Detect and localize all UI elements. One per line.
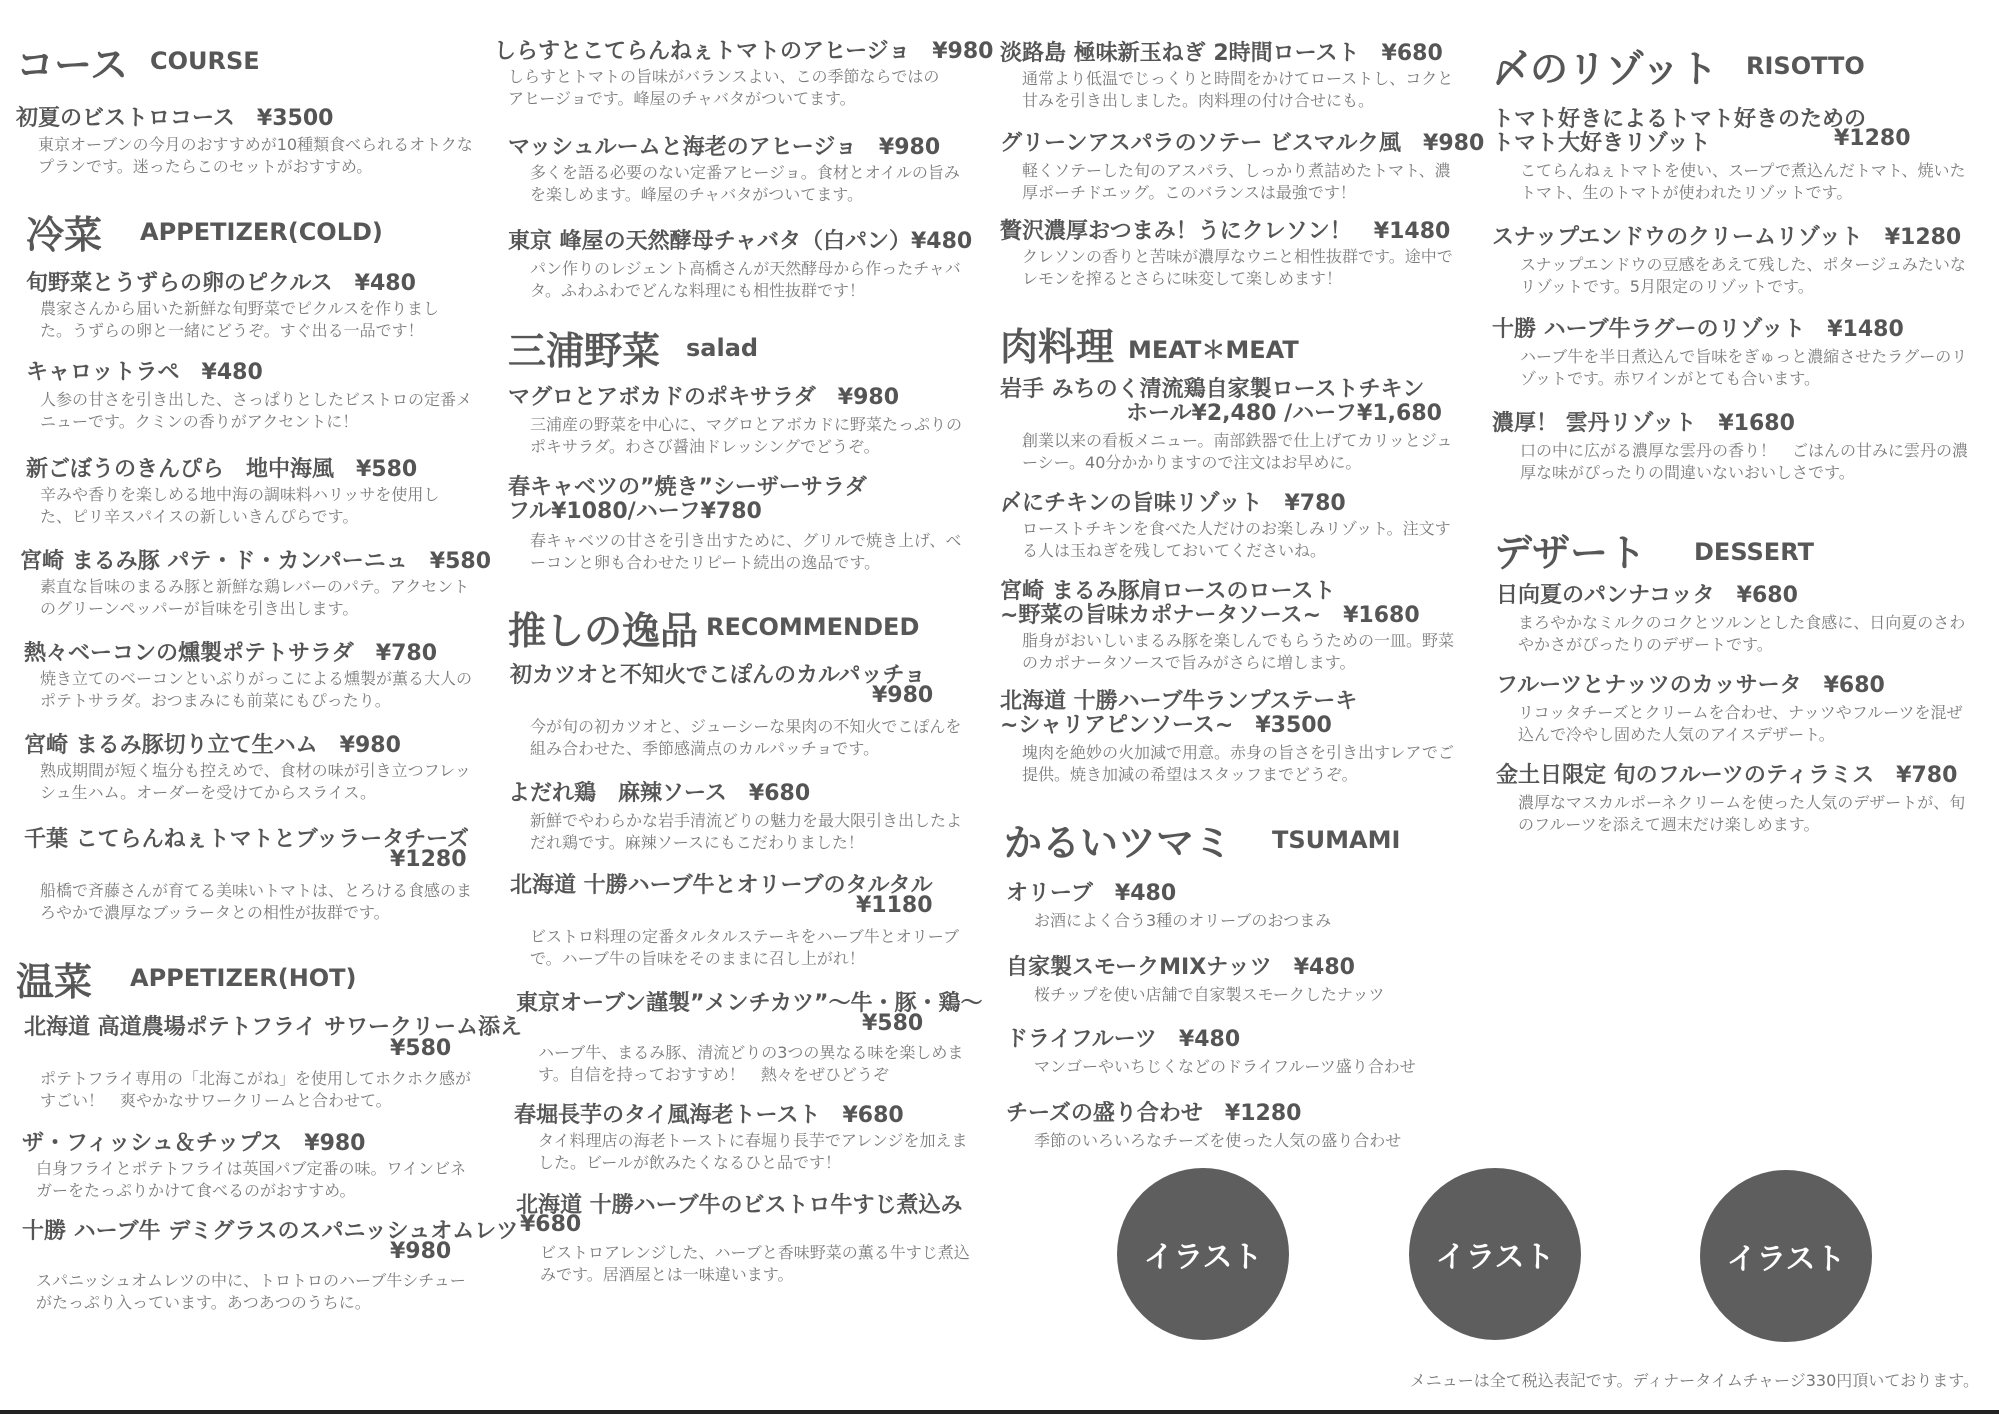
menu-item-desc: 脂身がおいしいまるみ豚を楽しんでもらうための一皿。野菜のカポナータソースで旨みがさらに増します。	[1022, 631, 1455, 672]
menu-item-desc: 口の中に広がる濃厚な雲丹の香り！ ごはんの甘みに雲丹の濃厚な味がぴったりの間違いないおいしさです。	[1520, 441, 1969, 482]
menu-item-name: 熱々ベーコンの燻製ポテトサラダ ¥780	[24, 641, 438, 666]
menu-item-price: ¥1280	[1834, 126, 1911, 151]
menu-item-name: 十勝 ハーブ牛 デミグラスのスパニッシュオムレツ	[22, 1219, 519, 1244]
menu-item-name: 初カツオと不知火でこぽんのカルパッチョ	[510, 663, 926, 688]
menu-item-desc: 通常より低温でじっくりと時間をかけてローストし、コクと甘みを引き出しました。肉料理の付け合せにも。	[1022, 69, 1454, 110]
menu-item-name: 北海道 十勝ハーブ牛とオリーブのタルタル	[510, 873, 933, 898]
menu-item-desc: パン作りのレジェント高橋さんが天然酵母から作ったチャバタ。ふわふわでどんな料理にも相性抜群です！	[530, 259, 961, 300]
section-title-appetizer-hot: 温菜	[16, 960, 93, 1004]
menu-item-desc: リコッタチーズとクリームを合わせ、ナッツやフルーツを混ぜ込んで冷やし固めた人気のアイスデザート。	[1518, 703, 1963, 744]
menu-item-name: 金土日限定 旬のフルーツのティラミス ¥780	[1496, 763, 1958, 788]
illustration-placeholder-2: イラスト	[1409, 1168, 1581, 1340]
menu-item-desc: 新鮮でやわらかな岩手清流どりの魅力を最大限引き出したよだれ鶏です。麻辣ソースにもこだわりました！	[530, 811, 963, 852]
menu-item-desc: 熟成期間が短く塩分も控えめで、食材の味が引き立つフレッシュ生ハム。オーダーを受けてからスライス。	[40, 761, 471, 802]
section-subtitle-meat: MEAT＊MEAT	[1128, 336, 1299, 364]
menu-item-name: 北海道 十勝ハーブ牛ランプステーキ	[1000, 689, 1358, 714]
menu-item-desc: 船橋で斉藤さんが育てる美味いトマトは、とろける食感のまろやかで濃厚なブッラータとの相性が抜群です。	[40, 881, 473, 922]
menu-item-name: チーズの盛り合わせ ¥1280	[1006, 1101, 1302, 1126]
menu-item-name: 新ごぼうのきんぴら 地中海風 ¥580	[26, 457, 418, 482]
menu-item-name: 岩手 みちのく清流鶏自家製ローストチキン	[1000, 377, 1425, 402]
menu-item-desc: 塊肉を絶妙の火加減で用意。赤身の旨さを引き出すレアでご提供。焼き加減の希望はスタッフまでどうぞ。	[1022, 743, 1454, 784]
section-title-risotto: 〆のリゾット	[1492, 47, 1718, 91]
menu-item-price: ~野菜の旨味カポナータソース~ ¥1680	[1000, 603, 1420, 628]
section-title-course: コース	[16, 43, 129, 87]
section-subtitle-appetizer-cold: APPETIZER(COLD)	[140, 218, 383, 246]
menu-item-desc: ハーブ牛、まるみ豚、清流どりの3つの異なる味を楽しめます。自信を持っておすすめ！ 熱々をぜひどうぞ	[538, 1043, 964, 1084]
menu-item-name: 〆にチキンの旨味リゾット ¥780	[1000, 491, 1346, 516]
menu-item-desc: 東京オーブンの今月のおすすめが10種類食べられるオトクなプランです。迷ったらこのセットがおすすめ。	[38, 135, 473, 176]
menu-item-name: 春堀長芋のタイ風海老トースト ¥680	[514, 1103, 904, 1128]
menu-item-desc: 素直な旨味のまるみ豚と新鮮な鶏レバーのパテ。アクセントのグリーンペッパーが旨味を引き出します。	[40, 577, 470, 618]
menu-item-name: 贅沢濃厚おつまみ！うにクレソン！ ¥1480	[1000, 219, 1451, 244]
menu-item-price: ¥980	[872, 683, 934, 708]
menu-item-desc: 濃厚なマスカルポーネクリームを使った人気のデザートが、旬のフルーツを添えて週末だけ楽しめます。	[1518, 793, 1966, 834]
menu-item-name: 十勝 ハーブ牛ラグーのリゾット ¥1480	[1492, 317, 1904, 342]
menu-item-desc: 今が旬の初カツオと、ジューシーな果肉の不知火でこぽんを組み合わせた、季節感満点のカルパッチョです。	[530, 717, 962, 758]
menu-item-desc: ビストロ料理の定番タルタルステーキをハーブ牛とオリーブで。ハーブ牛の旨味をそのままに召し上がれ！	[530, 927, 959, 968]
section-subtitle-appetizer-hot: APPETIZER(HOT)	[130, 964, 357, 992]
menu-item-desc: 多くを語る必要のない定番アヒージョ。食材とオイルの旨みを楽しめます。峰屋のチャバタがついてます。	[530, 163, 960, 204]
menu-item-name: 初夏のビストロコース ¥3500	[16, 106, 334, 131]
section-subtitle-dessert: DESSERT	[1694, 538, 1814, 566]
menu-item-name: 旬野菜とうずらの卵のピクルス ¥480	[26, 271, 416, 296]
menu-item-name: 東京 峰屋の天然酵母チャバタ（白パン）¥480	[508, 229, 973, 254]
menu-item-name: 春キャベツの”焼き”シーザーサラダ	[508, 475, 867, 500]
menu-item-desc: クレソンの香りと苦味が濃厚なウニと相性抜群です。途中でレモンを搾るとさらに味変して楽しめます！	[1022, 247, 1453, 288]
menu-item-desc: ポテトフライ専用の「北海こがね」を使用してホクホク感がすごい！ 爽やかなサワークリームと合わせて。	[40, 1069, 472, 1110]
menu-item-name: 宮崎 まるみ豚切り立て生ハム ¥980	[24, 733, 401, 758]
menu-item-desc: 白身フライとポテトフライは英国パブ定番の味。ワインビネガーをたっぷりかけて食べるのがおすすめ。	[36, 1159, 467, 1200]
menu-item-name: 宮崎 まるみ豚 パテ・ド・カンパーニュ ¥580	[20, 549, 492, 574]
menu-item-desc: スパニッシュオムレツの中に、トロトロのハーブ牛シチューがたっぷり入っています。あつあつのうちに。	[36, 1271, 466, 1312]
bottom-divider	[0, 1410, 1999, 1414]
menu-item-name: 宮崎 まるみ豚肩ロースのロースト	[1000, 579, 1336, 604]
section-title-dessert: デザート	[1494, 531, 1647, 575]
menu-item-name: フルーツとナッツのカッサータ ¥680	[1496, 673, 1885, 698]
menu-item-price: ~シャリアピンソース~ ¥3500	[1000, 713, 1332, 738]
menu-item-price: ¥580	[390, 1036, 452, 1061]
menu-item-desc: 軽くソテーした旬のアスパラ、しっかり煮詰めたトマト、濃厚ポーチドエッグ。このバランスは最強です！	[1022, 161, 1451, 202]
menu-item-desc: まろやかなミルクのコクとツルンとした食感に、日向夏のさわやかさがぴったりのデザートです。	[1518, 613, 1966, 654]
illustration-placeholder-3: イラスト	[1700, 1170, 1872, 1342]
menu-item-name: 濃厚！ 雲丹リゾット ¥1680	[1492, 411, 1795, 436]
menu-item-name: 東京オーブン謹製”メンチカツ”〜牛・豚・鶏〜	[516, 991, 983, 1016]
menu-item-name: マッシュルームと海老のアヒージョ ¥980	[508, 135, 941, 160]
menu-item-desc: こてらんねぇトマトを使い、スープで煮込んだトマト、焼いたトマト、生のトマトが使われたリゾットです。	[1520, 161, 1966, 202]
menu-item-name: よだれ鶏 麻辣ソース ¥680	[508, 781, 811, 806]
menu-item-price: ¥980	[390, 1239, 452, 1264]
menu-item-price: フル¥1080/ハーフ¥780	[508, 499, 762, 524]
menu-item-name: 千葉 こてらんねぇトマトとブッラータチーズ	[24, 827, 470, 852]
menu-item-name: しらすとこてらんねぇトマトのアヒージョ ¥980	[494, 39, 994, 64]
menu-item-price: ホール¥2,480 /ハーフ¥1,680	[1126, 401, 1442, 426]
section-subtitle-tsumami: TSUMAMI	[1272, 826, 1401, 854]
menu-item-price: ¥1280	[390, 847, 467, 872]
menu-item-name-line2: トマト大好きリゾット	[1492, 131, 1711, 156]
menu-item-desc: 焼き立てのベーコンといぶりがっこによる燻製が薫る大人のポテトサラダ。おつまみにも前菜にもぴったり。	[40, 669, 473, 710]
menu-item-name: キャロットラペ ¥480	[26, 360, 263, 385]
section-title-appetizer-cold: 冷菜	[26, 213, 103, 257]
menu-item-desc: 季節のいろいろなチーズを使った人気の盛り合わせ	[1034, 1131, 1402, 1150]
section-title-meat: 肉料理	[1000, 325, 1115, 369]
menu-item-desc: スナップエンドウの豆感をあえて残した、ポタージュみたいなリゾットです。5月限定のリゾットです。	[1520, 255, 1966, 296]
menu-item-desc: ローストチキンを食べた人だけのお楽しみリゾット。注文する人は玉ねぎを残しておいてくださいね。	[1022, 519, 1451, 560]
menu-item-name: 北海道 高道農場ポテトフライ サワークリーム添え	[24, 1015, 522, 1040]
menu-item-name: スナップエンドウのクリームリゾット ¥1280	[1492, 225, 1962, 250]
menu-item-name: 日向夏のパンナコッタ ¥680	[1496, 583, 1798, 608]
menu-item-desc: 春キャベツの甘さを引き出すために、グリルで焼き上げ、ベーコンと卵も合わせたリピート続出の逸品です。	[530, 531, 962, 572]
section-subtitle-recommended: RECOMMENDED	[706, 613, 920, 641]
menu-item-desc: 人参の甘さを引き出した、さっぱりとしたビストロの定番メニューです。クミンの香りがアクセントに！	[40, 390, 473, 431]
menu-item-name: ザ・フィッシュ＆チップス ¥980	[22, 1131, 366, 1156]
menu-item-desc: しらすとトマトの旨味がバランスよい、この季節ならではのアヒージョです。峰屋のチャバタがついてます。	[508, 67, 940, 108]
section-title-salad: 三浦野菜	[508, 329, 661, 373]
menu-item-price: ¥1180	[856, 893, 933, 918]
menu-item-price: ¥680	[520, 1212, 582, 1237]
menu-item-desc: 農家さんから届いた新鮮な旬野菜でピクルスを作りました。うずらの卵と一緒にどうぞ。すぐ出る一品です！	[40, 299, 440, 340]
menu-item-name: オリーブ ¥480	[1006, 881, 1177, 906]
menu-item-desc: マンゴーやいちじくなどのドライフルーツ盛り合わせ	[1034, 1057, 1416, 1076]
menu-item-name: 北海道 十勝ハーブ牛のビストロ牛すじ煮込み	[516, 1193, 963, 1218]
menu-item-desc: ビストロアレンジした、ハーブと香味野菜の薫る牛すじ煮込みです。居酒屋とは一味違います。	[540, 1243, 970, 1284]
menu-item-desc: 創業以来の看板メニュー。南部鉄器で仕上げてカリッとジューシー。40分かかりますので注文はお早めに。	[1022, 431, 1453, 472]
illustration-placeholder-1: イラスト	[1117, 1168, 1289, 1340]
tax-footnote: メニューは全て税込表記です。ディナータイムチャージ330円頂いております。	[1409, 1371, 1979, 1390]
section-subtitle-course: COURSE	[150, 47, 260, 75]
menu-item-desc: お酒によく合う3種のオリーブのおつまみ	[1034, 911, 1332, 930]
menu-item-desc: タイ料理店の海老トーストに春堀り長芋でアレンジを加えました。ビールが飲みたくなるひと品です！	[538, 1131, 968, 1172]
menu-item-name: トマト好きによるトマト好きのための	[1492, 107, 1867, 132]
section-title-recommended: 推しの逸品	[508, 609, 699, 653]
menu-item-name: 淡路島 極味新玉ねぎ 2時間ロースト ¥680	[1000, 41, 1443, 66]
menu-item-name: ドライフルーツ ¥480	[1006, 1027, 1241, 1052]
menu-item-price: ¥580	[862, 1011, 924, 1036]
menu-item-desc: 辛みや香りを楽しめる地中海の調味料ハリッサを使用した、ピリ辛スパイスの新しいきんぴらです。	[40, 485, 440, 526]
section-subtitle-risotto: RISOTTO	[1746, 52, 1865, 80]
menu-item-desc: 三浦産の野菜を中心に、マグロとアボカドに野菜たっぷりのポキサラダ。わさび醤油ドレッシングでどうぞ。	[530, 415, 963, 456]
menu-item-name: グリーンアスパラのソテー ビスマルク風 ¥980	[1000, 131, 1485, 156]
section-subtitle-salad: salad	[686, 334, 759, 362]
section-title-tsumami: かるいツマミ	[1004, 821, 1233, 865]
menu-item-desc: ハーブ牛を半日煮込んで旨味をぎゅっと濃縮させたラグーのリゾットです。赤ワインがとても合います。	[1520, 347, 1968, 388]
menu-item-name: 自家製スモークMIXナッツ ¥480	[1006, 955, 1355, 980]
menu-item-desc: 桜チップを使い店舗で自家製スモークしたナッツ	[1034, 985, 1385, 1004]
menu-item-name: マグロとアボカドのポキサラダ ¥980	[508, 385, 900, 410]
